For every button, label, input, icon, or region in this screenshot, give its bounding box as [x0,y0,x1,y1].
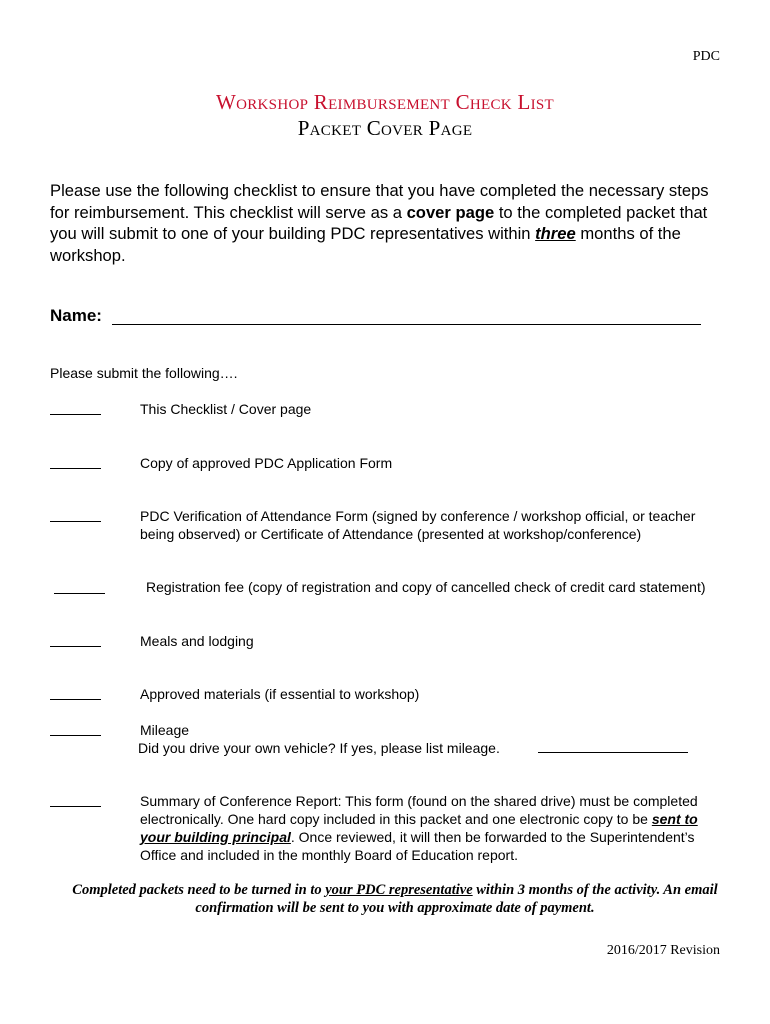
intro-text-1: Please use the following checklist to ensure that you have completed the necessary steps for reimbursement. This checklist will serve as a [50,181,709,222]
checklist-blank-3[interactable] [50,521,101,522]
footer-text-2: within 3 months of the activity. An email confirmation will be sent to you with approximate date of payment. [195,882,718,916]
checklist-blank-8[interactable] [50,806,101,807]
checklist-blank-2[interactable] [50,468,101,469]
checklist-item-5: Meals and lodging [140,633,254,649]
checklist-item-4: Registration fee (copy of registration and copy of cancelled check of credit card statement) [146,579,706,595]
checklist-item-3: PDC Verification of Attendance Form (signed by conference / workshop official, or teacher being observed) or Certificate of Attendance (presented at workshop/conference) [140,508,696,542]
header-tag: PDC [692,49,720,64]
intro-bold-cover-page: cover page [406,202,495,222]
checklist-item-7: Mileage [140,722,190,738]
footer-text-1: Completed packets need to be turned in to [72,882,326,898]
intro-paragraph [50,180,730,266]
intro-text-3: months of the workshop. [50,224,681,265]
checklist-blank-5[interactable] [50,646,101,647]
intro-text-2: to the completed packet that you will submit to one of your building PDC representatives within [50,202,708,243]
mileage-input-line[interactable] [538,752,688,753]
footer-note [40,881,750,917]
checklist-item-8 [140,792,725,864]
name-input-line[interactable] [112,324,701,325]
revision-label: 2016/2017 Revision [606,943,720,958]
name-label: Name: [50,306,102,325]
checklist-blank-6[interactable] [50,699,101,700]
checklist-item-6: Approved materials (if essential to workshop) [140,686,420,702]
footer-underline-representative: your PDC representative [325,882,473,898]
checklist-intro: Please submit the following…. [50,365,238,381]
summary-text-2: . Once reviewed, it will then be forwarded to the Superintendent’s Office and included in the monthly Board of Education report. [140,829,695,863]
document-subtitle: Packet Cover Page [297,116,473,140]
intro-emph-three: three [535,224,576,243]
checklist-item-2: Copy of approved PDC Application Form [140,455,393,471]
checklist-blank-7[interactable] [50,735,101,736]
checklist-item-1: This Checklist / Cover page [140,401,312,417]
checklist-blank-4[interactable] [54,593,105,594]
summary-emph-principal: sent to your building principal [140,811,698,845]
checklist-blank-1[interactable] [50,414,101,415]
summary-text-1: Summary of Conference Report: This form (found on the shared drive) must be completed electronically. One hard copy included in this packet and one electronic copy to be [140,793,698,827]
document-title: Workshop Reimbursement Check List [215,90,554,114]
mileage-question: Did you drive your own vehicle? If yes, please list mileage. [138,740,500,756]
